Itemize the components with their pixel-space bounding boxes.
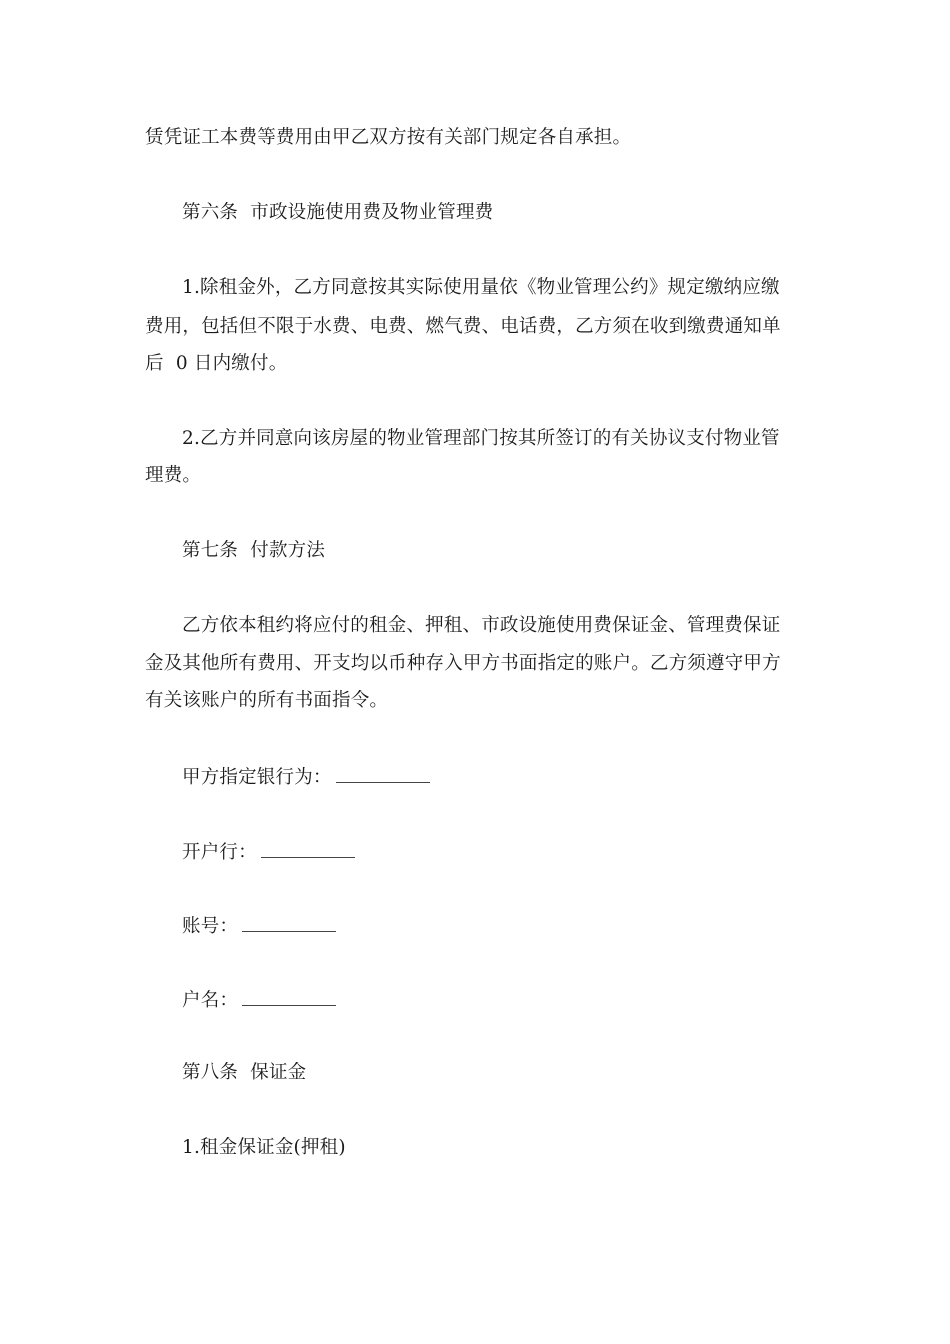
paragraph-line: 1.租金保证金(押租) xyxy=(182,1137,346,1158)
paragraph-line: 2.乙方并同意向该房屋的物业管理部门按其所签订的有关协议支付物业管 xyxy=(182,428,780,449)
field-label: 户名： xyxy=(182,990,239,1011)
paragraph-line: 1.除租金外，乙方同意按其实际使用量依《物业管理公约》规定缴纳应缴 xyxy=(182,277,780,298)
paragraph-line: 有关该账户的所有书面指令。 xyxy=(145,690,389,711)
form-field-account xyxy=(182,913,336,939)
paragraph-line: 金及其他所有费用、开支均以币种存入甲方书面指定的账户。乙方须遵守甲方 xyxy=(145,653,781,674)
blank-underline xyxy=(336,764,430,783)
form-field-account-name xyxy=(182,987,336,1013)
article-heading: 第六条 市政设施使用费及物业管理费 xyxy=(182,202,494,223)
blank-underline xyxy=(261,839,355,858)
field-label: 开户行： xyxy=(182,842,257,863)
paragraph-line: 费用，包括但不限于水费、电费、燃气费、电话费，乙方须在收到缴费通知单 xyxy=(145,316,781,337)
paragraph-line: 后 0 日内缴付。 xyxy=(145,353,288,374)
blank-underline xyxy=(242,987,336,1006)
form-field-bank xyxy=(182,764,430,790)
field-label: 账号： xyxy=(182,916,239,937)
paragraph-line: 理费。 xyxy=(145,465,202,486)
paragraph-line: 乙方依本租约将应付的租金、押租、市政设施使用费保证金、管理费保证 xyxy=(182,615,781,636)
article-heading: 第七条 付款方法 xyxy=(182,540,326,561)
article-heading: 第八条 保证金 xyxy=(182,1062,307,1083)
form-field-branch xyxy=(182,839,355,865)
blank-underline xyxy=(242,913,336,932)
paragraph-line: 赁凭证工本费等费用由甲乙双方按有关部门规定各自承担。 xyxy=(145,127,632,148)
field-label: 甲方指定银行为： xyxy=(182,767,332,788)
